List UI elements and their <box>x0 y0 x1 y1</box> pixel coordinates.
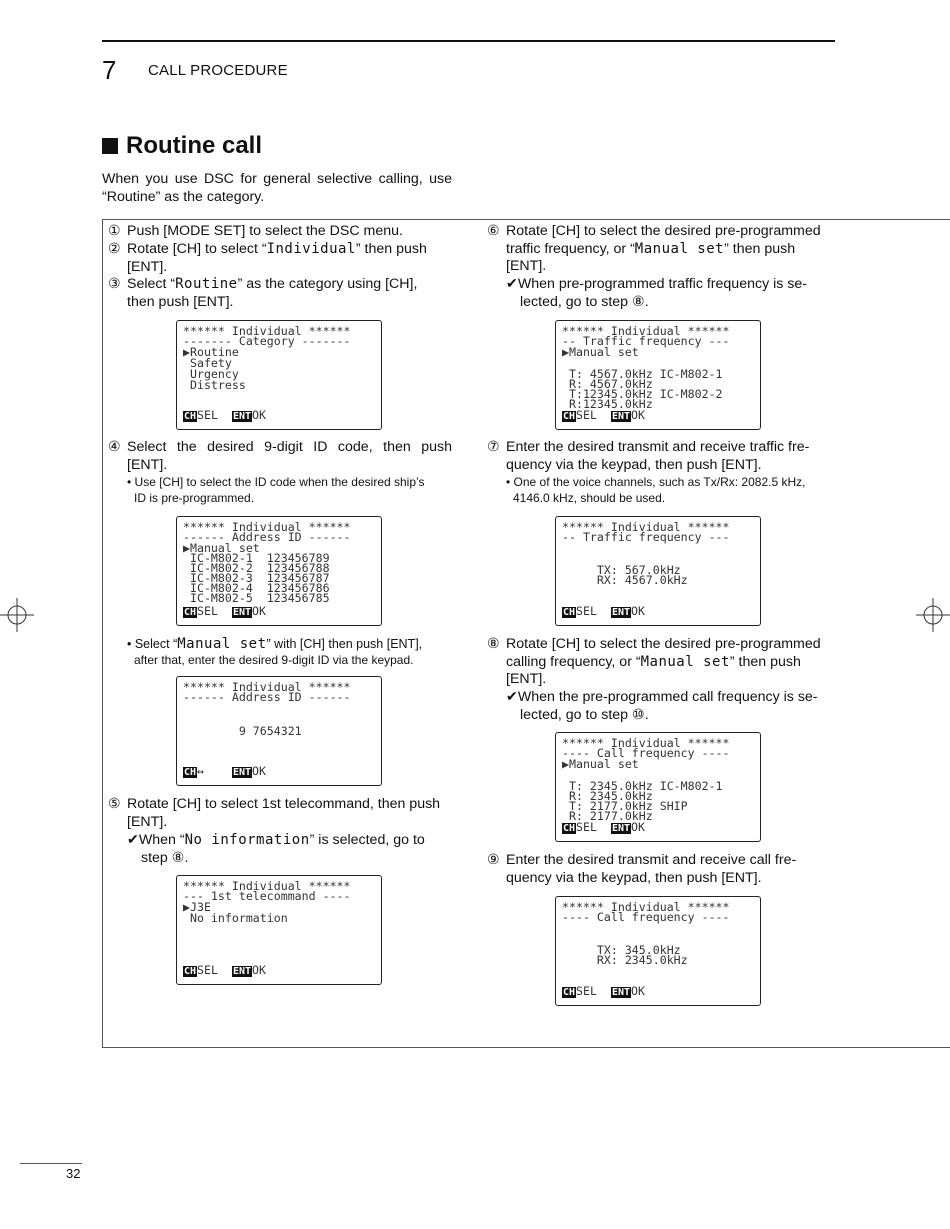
lcd-call-screen: ****** Individual ****** ---- Call frequency ---- ▶Manual set T: 2345.0kHz IC-M802-1 R: 2345.0kHz T: 2177.0kHz SHIP R: 2177.0kHz CHSEL ENTOK <box>555 732 761 842</box>
step-4-note-3: • Select “Manual set” with [CH] then push [ENT], <box>127 636 423 652</box>
lcd-category-screen: ****** Individual ****** ------- Category ------- ▶Routine Safety Urgency Distress CHSEL ENTOK <box>176 320 382 430</box>
lcd-telecommand-screen: ****** Individual ****** --- 1st telecommand ---- ▶J3E No information CHSEL ENTOK <box>176 875 382 985</box>
step-6: ⑥ Rotate [CH] to select the desired pre-programmed traffic frequency, or “Manual set” then push [ENT]. <box>487 223 821 275</box>
chapter-title: CALL PROCEDURE <box>148 62 288 79</box>
step-9: ⑨ Enter the desired transmit and receive call fre- quency via the keypad, then push [ENT]. <box>487 852 797 886</box>
intro-line-2: “Routine” as the category. <box>102 189 265 205</box>
header-rule <box>102 40 835 42</box>
step-7: ⑦ Enter the desired transmit and receive traffic fre- quency via the keypad, then push [ENT]. <box>487 439 810 473</box>
step-1: ① Push [MODE SET] to select the DSC menu. <box>108 223 403 239</box>
lcd-id-entry-screen: ****** Individual ****** ------ Address ID ------ 9 7654321 CH↔ ENTOK <box>176 676 382 786</box>
registration-mark-left-icon <box>0 598 34 632</box>
section-title: Routine call <box>102 132 262 160</box>
step-4-note-4: after that, enter the desired 9-digit ID via the keypad. <box>134 653 414 667</box>
intro-line-1: When you use DSC for general selective calling, use <box>102 171 452 187</box>
step-7-note-2: 4146.0 kHz, should be used. <box>513 491 666 505</box>
step-6-check: ✔When pre-programmed traffic frequency is se- lected, go to step ⑧. <box>506 276 808 310</box>
step-7-note-1: • One of the voice channels, such as Tx/Rx: 2082.5 kHz, <box>506 475 806 489</box>
step-5-check: ✔When “No information” is selected, go to step ⑧. <box>127 832 425 866</box>
step-8: ⑧ Rotate [CH] to select the desired pre-programmed calling frequency, or “Manual set” then push [ENT]. <box>487 636 821 688</box>
step-4-note-1: • Use [CH] to select the ID code when the desired ship’s <box>127 475 425 489</box>
lcd-call-entry-screen: ****** Individual ****** ---- Call frequency ---- TX: 345.0kHz RX: 2345.0kHz CHSEL ENTOK <box>555 896 761 1006</box>
footer-rule <box>20 1163 82 1164</box>
section-intro <box>102 170 452 206</box>
step-4-note-2: ID is pre-programmed. <box>134 491 255 505</box>
step-4: ④ Select the desired 9-digit ID code, then push [ENT]. <box>108 439 452 473</box>
chapter-number: 7 <box>102 55 117 85</box>
lcd-traffic-entry-screen: ****** Individual ****** -- Traffic frequency --- TX: 567.0kHz RX: 4567.0kHz CHSEL ENTOK <box>555 516 761 626</box>
step-5: ⑤ Rotate [CH] to select 1st telecommand, then push [ENT]. <box>108 796 441 830</box>
black-square-icon <box>102 138 118 154</box>
lcd-address-screen: ****** Individual ****** ------ Address ID ------ ▶Manual set IC-M802-1 123456789 IC-M802-2 123456788 IC-M802-3 123456787 IC-M802-4 123456786 IC-M802-5 123456785 CHSEL ENTOK <box>176 516 382 626</box>
step-8-check: ✔When the pre-programmed call frequency is se- lected, go to step ⑩. <box>506 689 818 723</box>
page-number: 32 <box>66 1166 81 1181</box>
step-3: ③ Select “Routine” as the category using [CH], then push [ENT]. <box>108 276 418 310</box>
lcd-traffic-screen: ****** Individual ****** -- Traffic frequency --- ▶Manual set T: 4567.0kHz IC-M802-1 R: 4567.0kHz T:12345.0kHz IC-M802-2 R:12345.0kHz CHSEL ENTOK <box>555 320 761 430</box>
step-2: ② Rotate [CH] to select “Individual” then push [ENT]. <box>108 241 427 275</box>
registration-mark-right-icon <box>916 598 950 632</box>
